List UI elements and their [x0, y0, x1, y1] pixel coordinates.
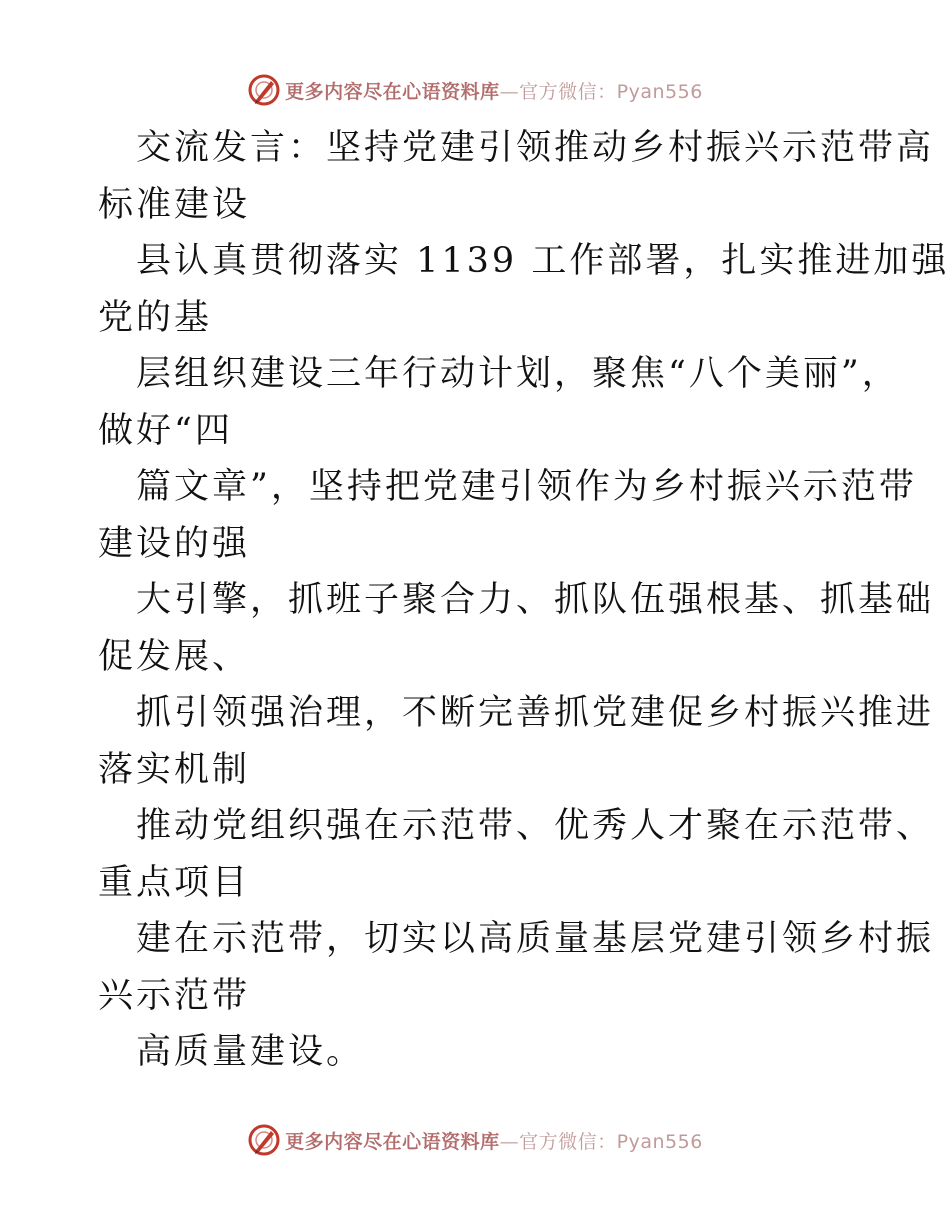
document-line: 促发展、	[98, 636, 251, 677]
document-line: 抓引领强治理，不断完善抓党建促乡村振兴推进	[136, 693, 935, 733]
document-line: 高质量建设。	[136, 1032, 365, 1072]
document-line: 落实机制	[98, 749, 251, 790]
document-line: 重点项目	[98, 862, 251, 903]
document-line: 建在示范带，切实以高质量基层党建引领乡村振	[136, 919, 935, 959]
document-line: 建设的强	[98, 523, 251, 564]
pen-logo-icon	[247, 73, 281, 107]
banner-wechat: 官方微信：Pyan556	[519, 1130, 703, 1153]
document-line: 篇文章”，坚持把党建引领作为乡村振兴示范带	[136, 467, 917, 507]
banner-highlight: 更多内容尽在心语资料库	[285, 1130, 500, 1153]
pen-logo-icon	[247, 1123, 281, 1157]
document-line: 交流发言：坚持党建引领推动乡村振兴示范带高	[136, 128, 935, 168]
banner-text	[285, 1127, 703, 1154]
document-line: 推动党组织强在示范带、优秀人才聚在示范带、	[136, 806, 935, 846]
document-line: 大引擎，抓班子聚合力、抓队伍强根基、抓基础	[136, 580, 935, 620]
banner-text	[285, 77, 703, 104]
banner-dash: —	[499, 80, 520, 103]
document-line: 标准建设	[98, 184, 251, 225]
document-line: 党的基	[98, 297, 213, 338]
document-line: 做好“四	[98, 410, 233, 451]
document-body	[98, 120, 950, 1081]
banner-dash: —	[499, 1130, 520, 1153]
document-line: 县认真贯彻落实 1139 工作部署，扎实推进加强	[136, 241, 950, 281]
document-line: 兴示范带	[98, 975, 251, 1016]
document-line: 层组织建设三年行动计划，聚焦“八个美丽”，	[136, 354, 900, 394]
header-banner	[0, 70, 950, 110]
banner-wechat: 官方微信：Pyan556	[519, 80, 703, 103]
banner-highlight: 更多内容尽在心语资料库	[285, 80, 500, 103]
footer-banner	[0, 1120, 950, 1160]
